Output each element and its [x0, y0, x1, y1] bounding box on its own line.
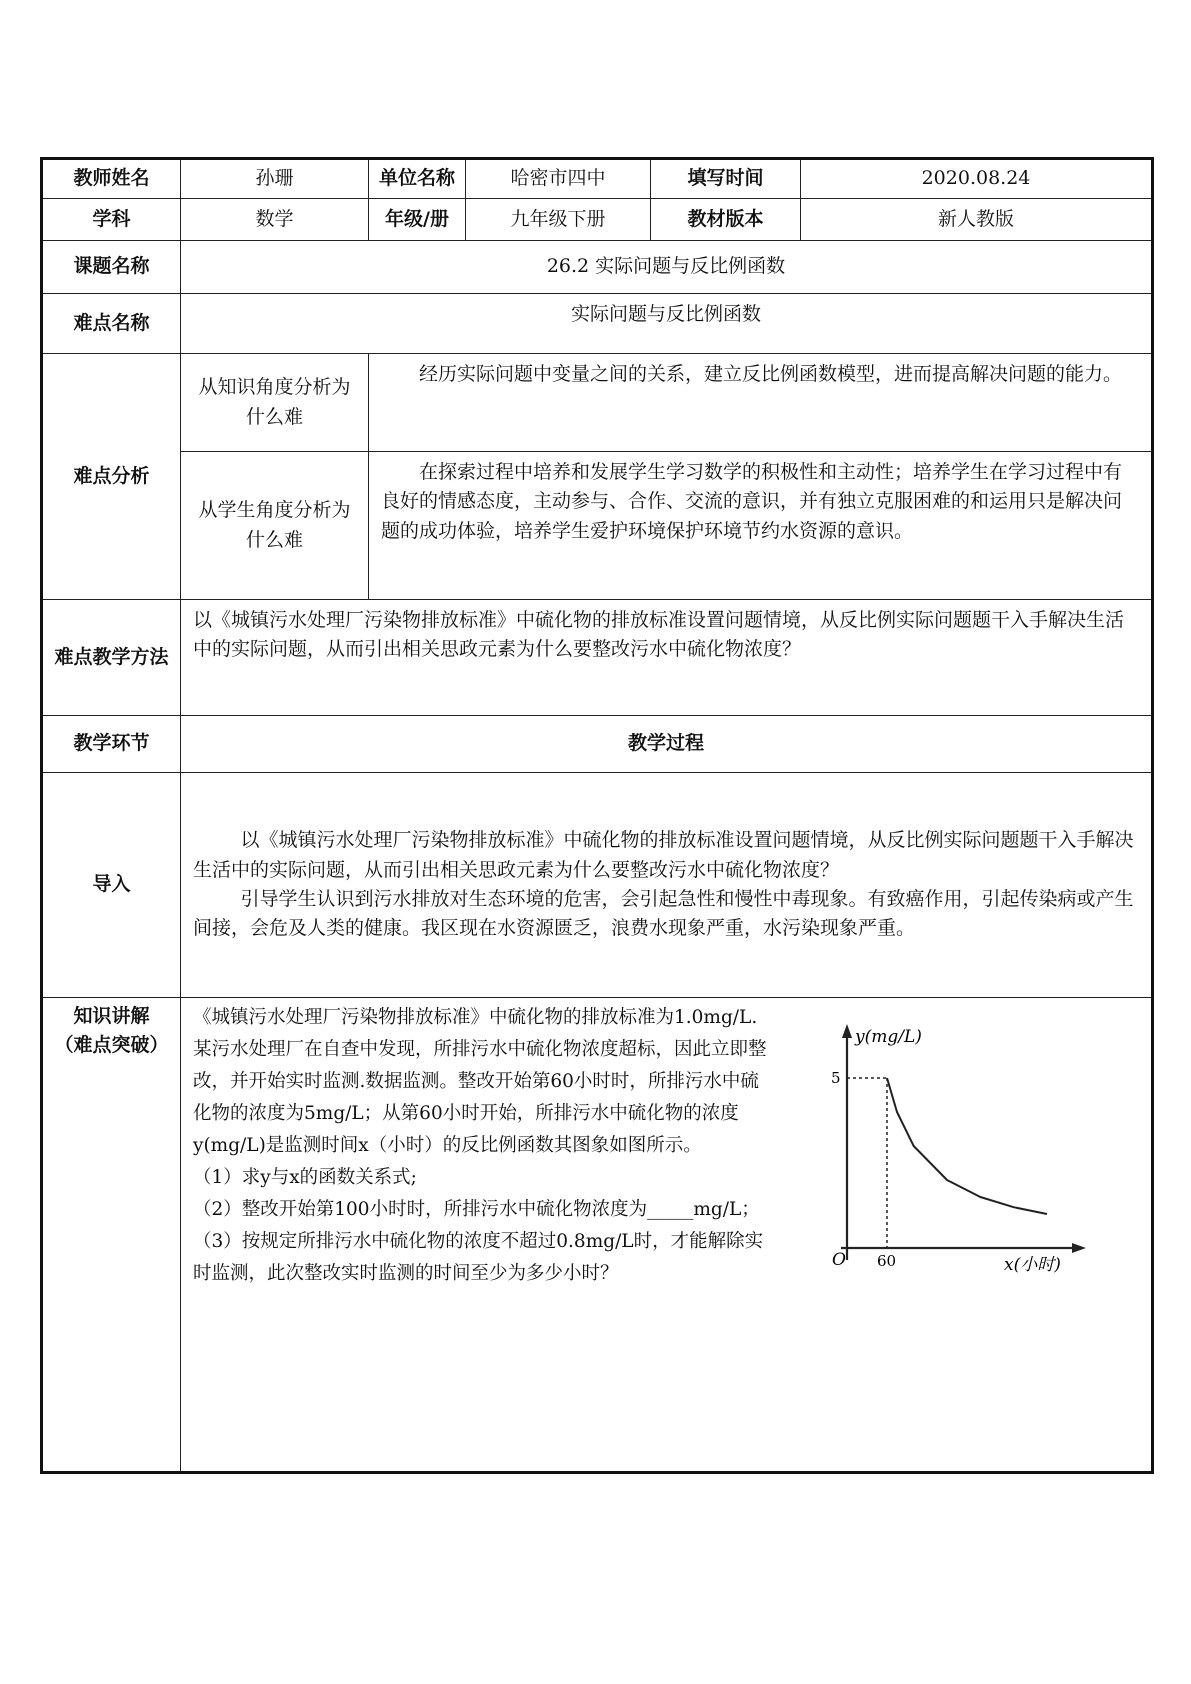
teacher-label: 教师姓名 — [42, 159, 181, 199]
grade-value: 九年级下册 — [466, 199, 651, 241]
grade-label: 年级/册 — [369, 199, 466, 241]
subject-label: 学科 — [42, 199, 181, 241]
y-axis-arrow — [842, 1024, 852, 1038]
knowledge-label-line2: （难点突破） — [54, 1033, 169, 1056]
subject-value: 数学 — [181, 199, 369, 241]
x-tick-label: 60 — [877, 1252, 897, 1270]
knowledge-angle-text: 经历实际问题中变量之间的关系，建立反比例函数模型，进而提高解决问题的能力。 — [369, 354, 1153, 452]
process-col-label: 教学环节 — [42, 716, 181, 773]
intro-paragraph-1: 以《城镇污水处理厂污染物排放标准》中硫化物的排放标准设置问题情境，从反比例实际问题题干入手解决生活中的实际问题，从而引出相关思政元素为什么要整改污水中硫化物浓度？ — [193, 829, 1134, 881]
process-col-title: 教学过程 — [181, 716, 1153, 773]
intro-paragraph-2: 引导学生认识到污水排放对生态环境的危害，会引起急性和慢性中毒现象。有致癌作用，引起传染病或产生间接，会危及人类的健康。我区现在水资源匮乏，浪费水现象严重，水污染现象严重。 — [193, 888, 1134, 940]
y-tick-label: 5 — [831, 1069, 841, 1087]
knowledge-label — [42, 998, 181, 1473]
knowledge-content — [181, 998, 1153, 1473]
intro-content — [181, 773, 1153, 998]
x-axis-label: x(小时) — [1004, 1255, 1061, 1275]
knowledge-problem-text — [181, 998, 785, 1294]
difficulty-value: 实际问题与反比例函数 — [181, 294, 1153, 354]
lesson-plan-table — [40, 157, 1154, 1474]
question-2: （2）整改开始第100小时时，所排污水中硫化物浓度为_____mg/L； — [193, 1199, 760, 1220]
problem-statement: 《城镇污水处理厂污染物排放标准》中硫化物的排放标准为1.0mg/L.某污水处理厂在自查中发现，所排污水中硫化物浓度超标，因此立即整改，并开始实时监测.数据监测。整改开始第60小时时，所排污水中硫化物的浓度为5mg/L；从第60小时开始，所排污水中硫化物的浓度y(mg/L)是监测时间x（小时）的反比例函数其图象如图所示。 — [193, 1007, 767, 1156]
knowledge-label-line1: 知识讲解 — [73, 1005, 150, 1027]
series-line — [887, 1078, 1047, 1214]
edition-value: 新人教版 — [801, 199, 1153, 241]
question-1: （1）求y与x的函数关系式; — [193, 1167, 417, 1188]
inverse-function-graph — [821, 1020, 1091, 1275]
student-angle-label: 从学生角度分析为什么难 — [181, 452, 369, 600]
teacher-value: 孙珊 — [181, 159, 369, 199]
y-axis-label: y(mg/L) — [855, 1027, 922, 1047]
knowledge-angle-label: 从知识角度分析为什么难 — [181, 354, 369, 452]
edition-label: 教材版本 — [651, 199, 801, 241]
topic-label: 课题名称 — [42, 241, 181, 294]
date-value: 2020.08.24 — [801, 159, 1153, 199]
date-label: 填写时间 — [651, 159, 801, 199]
student-angle-text: 在探索过程中培养和发展学生学习数学的积极性和主动性；培养学生在学习过程中有良好的情感态度，主动参与、合作、交流的意识，并有独立克服困难的和运用只是解决问题的成功体验，培养学生爱护环境保护环境节约水资源的意识。 — [369, 452, 1153, 600]
origin-label: O — [832, 1250, 846, 1270]
question-3: （3）按规定所排污水中硫化物的浓度不超过0.8mg/L时，才能解除实时监测，此次整改实时监测的时间至少为多少小时？ — [193, 1231, 764, 1284]
intro-label: 导入 — [42, 773, 181, 998]
unit-label: 单位名称 — [369, 159, 466, 199]
analysis-label: 难点分析 — [42, 354, 181, 600]
topic-value: 26.2 实际问题与反比例函数 — [181, 241, 1153, 294]
method-text: 以《城镇污水处理厂污染物排放标准》中硫化物的排放标准设置问题情境，从反比例实际问题题干入手解决生活中的实际问题，从而引出相关思政元素为什么要整改污水中硫化物浓度？ — [181, 600, 1153, 716]
x-axis-arrow — [1072, 1243, 1086, 1253]
method-label: 难点教学方法 — [42, 600, 181, 716]
unit-value: 哈密市四中 — [466, 159, 651, 199]
difficulty-label: 难点名称 — [42, 294, 181, 354]
